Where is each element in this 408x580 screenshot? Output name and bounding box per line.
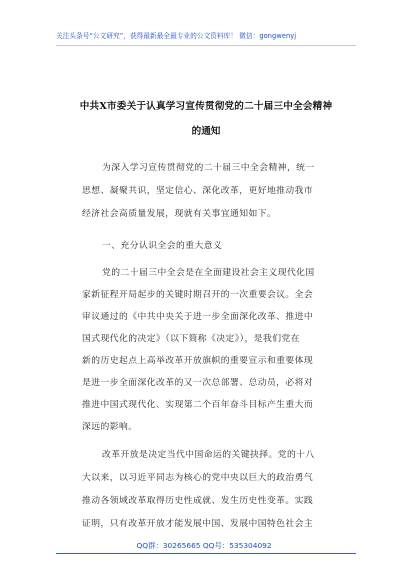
paragraph-line: 审议通过的《中共中央关于进一步全面深化改革、推进中 (82, 312, 314, 322)
header-note: 关注头条号“公文研究”，获得最新最全最专业的公文资料库！ 微信：gongwenyj (56, 32, 297, 40)
paragraph-line: 推进中国式现代化、实现第二个百年奋斗目标产生重大而 (82, 400, 314, 410)
paragraph-line: 证明，只有改革开放才能发展中国、发展中国特色社会主 (82, 519, 314, 529)
paragraph-line: 大以来，以习近平同志为核心的党中央以巨大的政治勇气 (82, 473, 314, 483)
section-heading: 一、充分认识全会的重大意义 (102, 241, 223, 251)
paragraph-line: 是进一步全面深化改革的又一次总部署、总动员，必将对 (82, 378, 314, 388)
document-title-line2: 的通知 (191, 126, 221, 137)
paragraph-line: 国式现代化的决定》（以下简称《决定》），是我们党在 (82, 334, 300, 344)
paragraph-line: 深远的影响。 (82, 422, 138, 432)
paragraph-line: 党的二十届三中全会是在全面建设社会主义现代化国 (102, 268, 315, 278)
paragraph-line: 推动各领域改革取得历史性成就、发生历史性变革。实践 (82, 496, 314, 506)
document-title-line1: 中共X市委关于认真学习宣传贯彻党的二十届三中全会精神 (79, 101, 333, 112)
paragraph-line: 改革开放是决定当代中国命运的关键抉择。党的十八 (102, 450, 315, 460)
paragraph-line: 为深入学习宣传贯彻党的二十届三中全会精神，统一 (102, 163, 315, 173)
header-divider (56, 45, 356, 46)
paragraph-line: 经济社会高质量发展，现就有关事宜通知如下。 (82, 209, 277, 219)
paragraph-line: 家新征程开局起步的关键时期召开的一次重要会议。全会 (82, 290, 314, 300)
paragraph-line: 思想、凝聚共识，坚定信心、深化改革，更好地推动我市 (82, 186, 314, 196)
footer-divider (56, 553, 356, 554)
paragraph-line: 新的历史起点上高举改革开放旗帜的重要宣示和重要体现 (82, 356, 314, 366)
footer-contact: QQ群：30265665 QQ号：535304092 (136, 541, 272, 550)
